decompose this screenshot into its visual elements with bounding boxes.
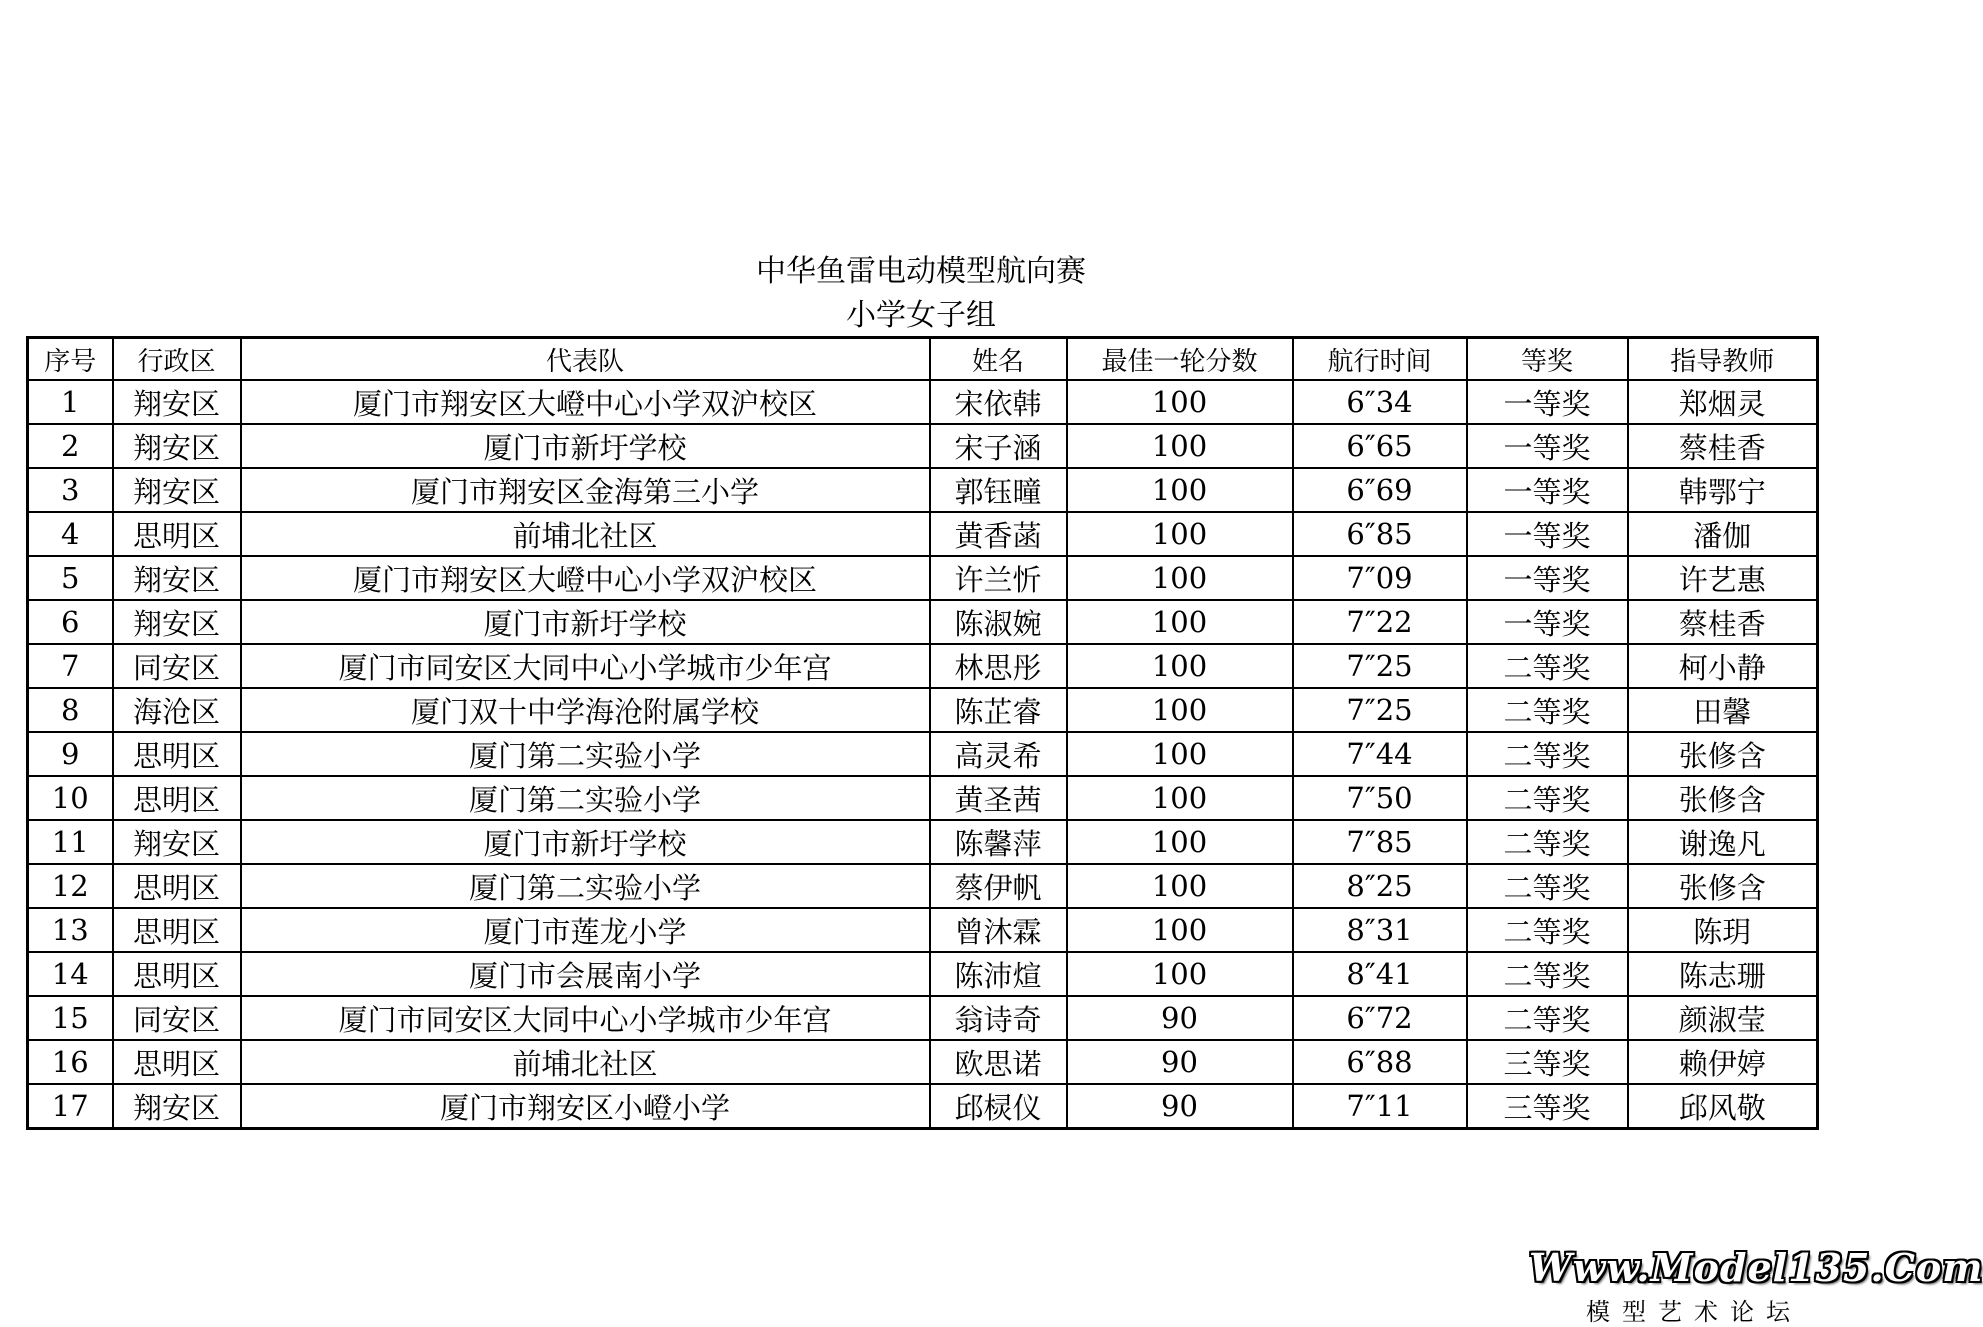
table-row bbox=[28, 688, 1818, 732]
cell-best-score: 90 bbox=[1067, 1084, 1293, 1129]
header-time: 航行时间 bbox=[1293, 338, 1467, 381]
table-body bbox=[28, 380, 1818, 1129]
table-row bbox=[28, 600, 1818, 644]
cell-name: 欧思诺 bbox=[930, 1040, 1067, 1084]
cell-team: 厦门第二实验小学 bbox=[241, 776, 930, 820]
cell-index: 9 bbox=[28, 732, 113, 776]
watermark-logo: Www.Model135.Com bbox=[1529, 1245, 1983, 1290]
header-index: 序号 bbox=[28, 338, 113, 381]
cell-award: 一等奖 bbox=[1467, 468, 1628, 512]
cell-index: 2 bbox=[28, 424, 113, 468]
cell-team: 厦门第二实验小学 bbox=[241, 732, 930, 776]
cell-award: 二等奖 bbox=[1467, 952, 1628, 996]
cell-best-score: 100 bbox=[1067, 644, 1293, 688]
table-row bbox=[28, 424, 1818, 468]
cell-name: 蔡伊帆 bbox=[930, 864, 1067, 908]
cell-award: 三等奖 bbox=[1467, 1040, 1628, 1084]
cell-teacher: 郑烟灵 bbox=[1628, 380, 1818, 424]
cell-best-score: 100 bbox=[1067, 776, 1293, 820]
cell-best-score: 100 bbox=[1067, 688, 1293, 732]
cell-team: 厦门市翔安区大嶝中心小学双沪校区 bbox=[241, 380, 930, 424]
cell-team: 厦门市新圩学校 bbox=[241, 600, 930, 644]
table-row bbox=[28, 1040, 1818, 1084]
cell-team: 厦门市会展南小学 bbox=[241, 952, 930, 996]
cell-best-score: 100 bbox=[1067, 380, 1293, 424]
cell-time: 7″22 bbox=[1293, 600, 1467, 644]
cell-best-score: 100 bbox=[1067, 908, 1293, 952]
cell-best-score: 100 bbox=[1067, 864, 1293, 908]
cell-name: 黄香菡 bbox=[930, 512, 1067, 556]
cell-teacher: 张修含 bbox=[1628, 732, 1818, 776]
cell-teacher: 潘伽 bbox=[1628, 512, 1818, 556]
document-subtitle: 小学女子组 bbox=[846, 298, 996, 333]
cell-best-score: 100 bbox=[1067, 952, 1293, 996]
cell-district: 思明区 bbox=[113, 908, 241, 952]
cell-district: 思明区 bbox=[113, 732, 241, 776]
watermark-subtitle: 模型艺术论坛 bbox=[1586, 1298, 1802, 1326]
cell-time: 6″88 bbox=[1293, 1040, 1467, 1084]
cell-name: 郭钰曈 bbox=[930, 468, 1067, 512]
cell-award: 二等奖 bbox=[1467, 820, 1628, 864]
cell-team: 前埔北社区 bbox=[241, 512, 930, 556]
table-row bbox=[28, 864, 1818, 908]
cell-teacher: 田馨 bbox=[1628, 688, 1818, 732]
cell-name: 宋子涵 bbox=[930, 424, 1067, 468]
cell-index: 11 bbox=[28, 820, 113, 864]
cell-team: 前埔北社区 bbox=[241, 1040, 930, 1084]
cell-team: 厦门市翔安区大嶝中心小学双沪校区 bbox=[241, 556, 930, 600]
cell-team: 厦门第二实验小学 bbox=[241, 864, 930, 908]
cell-name: 黄圣茜 bbox=[930, 776, 1067, 820]
site-watermark bbox=[1529, 1245, 1983, 1327]
cell-district: 思明区 bbox=[113, 864, 241, 908]
cell-district: 思明区 bbox=[113, 1040, 241, 1084]
cell-district: 翔安区 bbox=[113, 556, 241, 600]
cell-time: 7″25 bbox=[1293, 644, 1467, 688]
cell-time: 7″11 bbox=[1293, 1084, 1467, 1129]
cell-name: 陈芷睿 bbox=[930, 688, 1067, 732]
cell-index: 8 bbox=[28, 688, 113, 732]
cell-index: 1 bbox=[28, 380, 113, 424]
cell-best-score: 90 bbox=[1067, 996, 1293, 1040]
cell-time: 7″44 bbox=[1293, 732, 1467, 776]
cell-time: 6″69 bbox=[1293, 468, 1467, 512]
cell-teacher: 许艺惠 bbox=[1628, 556, 1818, 600]
cell-teacher: 赖伊婷 bbox=[1628, 1040, 1818, 1084]
cell-team: 厦门市新圩学校 bbox=[241, 424, 930, 468]
table-row bbox=[28, 952, 1818, 996]
cell-teacher: 韩鄂宁 bbox=[1628, 468, 1818, 512]
cell-best-score: 100 bbox=[1067, 424, 1293, 468]
cell-award: 一等奖 bbox=[1467, 512, 1628, 556]
cell-teacher: 张修含 bbox=[1628, 864, 1818, 908]
cell-name: 曾沐霖 bbox=[930, 908, 1067, 952]
table-row bbox=[28, 644, 1818, 688]
table-row bbox=[28, 512, 1818, 556]
cell-index: 10 bbox=[28, 776, 113, 820]
cell-name: 宋依韩 bbox=[930, 380, 1067, 424]
cell-index: 13 bbox=[28, 908, 113, 952]
cell-team: 厦门双十中学海沧附属学校 bbox=[241, 688, 930, 732]
cell-award: 二等奖 bbox=[1467, 732, 1628, 776]
cell-index: 3 bbox=[28, 468, 113, 512]
table-row bbox=[28, 1084, 1818, 1129]
cell-district: 翔安区 bbox=[113, 424, 241, 468]
cell-team: 厦门市同安区大同中心小学城市少年宫 bbox=[241, 644, 930, 688]
cell-award: 二等奖 bbox=[1467, 644, 1628, 688]
cell-time: 6″34 bbox=[1293, 380, 1467, 424]
cell-district: 思明区 bbox=[113, 512, 241, 556]
table-header-row bbox=[28, 338, 1818, 381]
header-best-score: 最佳一轮分数 bbox=[1067, 338, 1293, 381]
table-row bbox=[28, 380, 1818, 424]
cell-district: 翔安区 bbox=[113, 1084, 241, 1129]
table-row bbox=[28, 556, 1818, 600]
header-teacher: 指导教师 bbox=[1628, 338, 1818, 381]
cell-award: 二等奖 bbox=[1467, 996, 1628, 1040]
cell-teacher: 颜淑莹 bbox=[1628, 996, 1818, 1040]
cell-team: 厦门市莲龙小学 bbox=[241, 908, 930, 952]
cell-team: 厦门市翔安区小嶝小学 bbox=[241, 1084, 930, 1129]
table-row bbox=[28, 820, 1818, 864]
cell-award: 一等奖 bbox=[1467, 380, 1628, 424]
cell-teacher: 柯小静 bbox=[1628, 644, 1818, 688]
results-table bbox=[26, 336, 1819, 1130]
cell-teacher: 谢逸凡 bbox=[1628, 820, 1818, 864]
cell-district: 翔安区 bbox=[113, 820, 241, 864]
cell-award: 二等奖 bbox=[1467, 908, 1628, 952]
cell-teacher: 蔡桂香 bbox=[1628, 424, 1818, 468]
cell-name: 许兰忻 bbox=[930, 556, 1067, 600]
cell-district: 海沧区 bbox=[113, 688, 241, 732]
cell-best-score: 100 bbox=[1067, 732, 1293, 776]
cell-award: 二等奖 bbox=[1467, 776, 1628, 820]
cell-name: 高灵希 bbox=[930, 732, 1067, 776]
cell-teacher: 张修含 bbox=[1628, 776, 1818, 820]
cell-index: 7 bbox=[28, 644, 113, 688]
cell-best-score: 100 bbox=[1067, 600, 1293, 644]
cell-district: 同安区 bbox=[113, 644, 241, 688]
cell-award: 二等奖 bbox=[1467, 864, 1628, 908]
cell-time: 8″41 bbox=[1293, 952, 1467, 996]
cell-time: 7″09 bbox=[1293, 556, 1467, 600]
cell-name: 林思彤 bbox=[930, 644, 1067, 688]
table-row bbox=[28, 468, 1818, 512]
cell-time: 8″25 bbox=[1293, 864, 1467, 908]
cell-time: 6″65 bbox=[1293, 424, 1467, 468]
cell-district: 翔安区 bbox=[113, 600, 241, 644]
cell-team: 厦门市翔安区金海第三小学 bbox=[241, 468, 930, 512]
cell-best-score: 100 bbox=[1067, 512, 1293, 556]
cell-teacher: 邱风敬 bbox=[1628, 1084, 1818, 1129]
cell-time: 7″85 bbox=[1293, 820, 1467, 864]
cell-teacher: 蔡桂香 bbox=[1628, 600, 1818, 644]
cell-index: 4 bbox=[28, 512, 113, 556]
cell-name: 邱棂仪 bbox=[930, 1084, 1067, 1129]
table-row bbox=[28, 732, 1818, 776]
table-row bbox=[28, 996, 1818, 1040]
cell-award: 一等奖 bbox=[1467, 600, 1628, 644]
cell-time: 6″85 bbox=[1293, 512, 1467, 556]
cell-district: 同安区 bbox=[113, 996, 241, 1040]
header-team: 代表队 bbox=[241, 338, 930, 381]
cell-district: 思明区 bbox=[113, 776, 241, 820]
cell-time: 7″25 bbox=[1293, 688, 1467, 732]
cell-name: 陈淑婉 bbox=[930, 600, 1067, 644]
cell-team: 厦门市新圩学校 bbox=[241, 820, 930, 864]
header-district: 行政区 bbox=[113, 338, 241, 381]
cell-teacher: 陈志珊 bbox=[1628, 952, 1818, 996]
table-row bbox=[28, 908, 1818, 952]
cell-district: 翔安区 bbox=[113, 380, 241, 424]
cell-award: 一等奖 bbox=[1467, 424, 1628, 468]
cell-district: 思明区 bbox=[113, 952, 241, 996]
cell-award: 三等奖 bbox=[1467, 1084, 1628, 1129]
cell-award: 一等奖 bbox=[1467, 556, 1628, 600]
cell-index: 17 bbox=[28, 1084, 113, 1129]
cell-award: 二等奖 bbox=[1467, 688, 1628, 732]
cell-time: 6″72 bbox=[1293, 996, 1467, 1040]
cell-time: 8″31 bbox=[1293, 908, 1467, 952]
cell-district: 翔安区 bbox=[113, 468, 241, 512]
cell-time: 7″50 bbox=[1293, 776, 1467, 820]
header-award: 等奖 bbox=[1467, 338, 1628, 381]
document-title: 中华鱼雷电动模型航向赛 bbox=[756, 254, 1086, 289]
cell-best-score: 90 bbox=[1067, 1040, 1293, 1084]
cell-best-score: 100 bbox=[1067, 468, 1293, 512]
cell-index: 5 bbox=[28, 556, 113, 600]
cell-index: 6 bbox=[28, 600, 113, 644]
header-name: 姓名 bbox=[930, 338, 1067, 381]
cell-index: 14 bbox=[28, 952, 113, 996]
cell-name: 陈沛煊 bbox=[930, 952, 1067, 996]
cell-index: 15 bbox=[28, 996, 113, 1040]
cell-index: 12 bbox=[28, 864, 113, 908]
cell-name: 翁诗奇 bbox=[930, 996, 1067, 1040]
cell-best-score: 100 bbox=[1067, 556, 1293, 600]
cell-teacher: 陈玥 bbox=[1628, 908, 1818, 952]
cell-index: 16 bbox=[28, 1040, 113, 1084]
cell-name: 陈馨萍 bbox=[930, 820, 1067, 864]
cell-best-score: 100 bbox=[1067, 820, 1293, 864]
cell-team: 厦门市同安区大同中心小学城市少年宫 bbox=[241, 996, 930, 1040]
table-row bbox=[28, 776, 1818, 820]
